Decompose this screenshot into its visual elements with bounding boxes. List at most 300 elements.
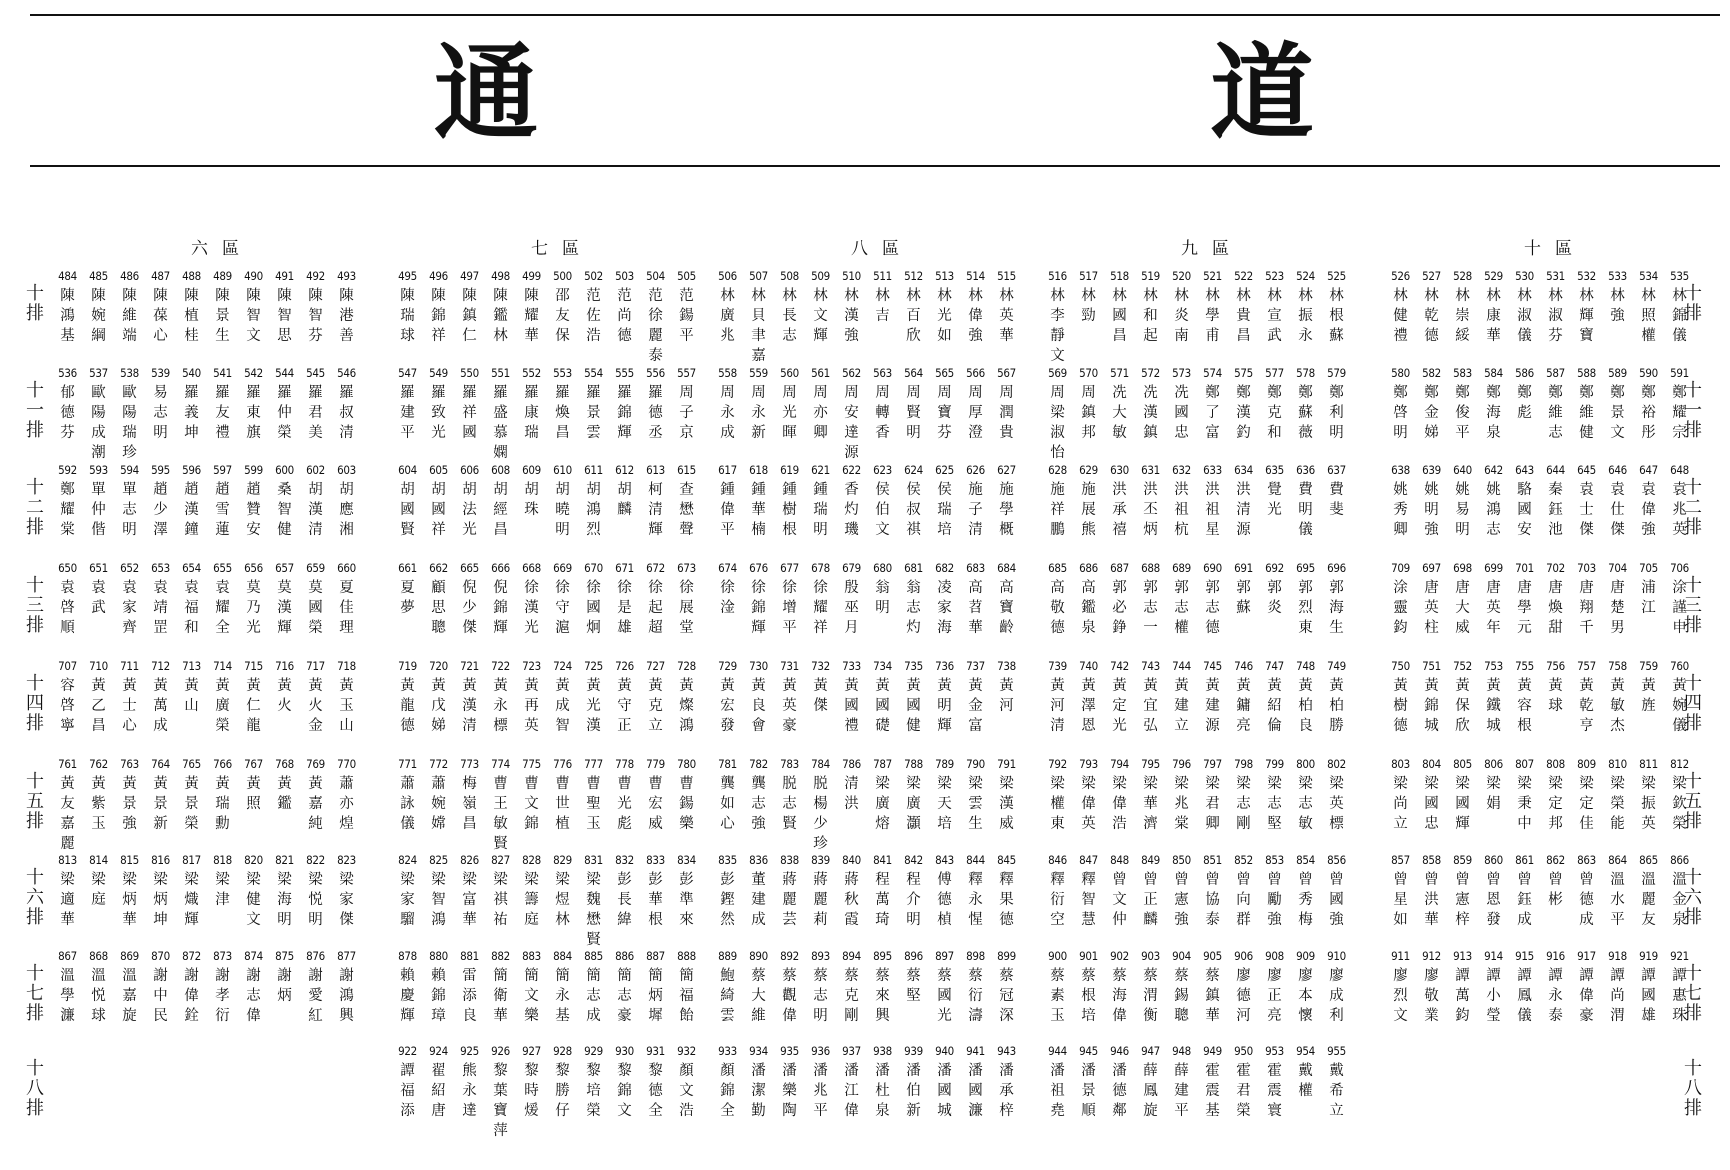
entry-number: 487	[151, 269, 170, 283]
name-entry	[52, 365, 83, 463]
name-entry	[1385, 948, 1416, 1026]
entry-number: 759	[1639, 659, 1658, 673]
entry-number: 687	[1110, 561, 1129, 575]
name-entry	[392, 1043, 423, 1141]
entry-number: 722	[491, 659, 510, 673]
entry-number: 930	[615, 1044, 634, 1058]
entry-name: 殷巫月	[844, 580, 859, 636]
entry-name: 林李靜文	[1050, 288, 1065, 364]
name-entry	[547, 560, 578, 638]
entry-name: 林振永	[1298, 288, 1313, 344]
entry-number: 674	[718, 561, 737, 575]
name-entry	[929, 462, 960, 540]
name-entry	[929, 852, 960, 930]
entry-number: 822	[306, 853, 325, 867]
entry-name: 秦鈺池	[1548, 482, 1563, 538]
entry-name: 黃明輝	[937, 678, 952, 734]
entry-name: 黎勝仔	[555, 1063, 570, 1119]
name-entry	[331, 268, 362, 346]
zone-row-block	[392, 268, 702, 366]
name-entry	[485, 658, 516, 736]
name-entry	[991, 658, 1022, 736]
name-entry	[1540, 268, 1571, 346]
entry-number: 508	[780, 269, 799, 283]
entry-number: 502	[584, 269, 603, 283]
name-entry	[743, 852, 774, 930]
entry-name: 梁尚立	[1393, 776, 1408, 832]
zone-row-block	[392, 756, 702, 854]
name-entry	[423, 756, 454, 854]
entry-number: 733	[842, 659, 861, 673]
entry-name: 周梁淑怡	[1050, 385, 1065, 461]
name-entry	[1447, 462, 1478, 540]
entry-name: 桑智健	[277, 482, 292, 538]
entry-number: 723	[522, 659, 541, 673]
entry-name: 袁士傑	[1579, 482, 1594, 538]
entry-name: 胡國賢	[400, 482, 415, 538]
entry-number: 631	[1141, 463, 1160, 477]
name-entry	[1571, 948, 1602, 1026]
entry-name: 黃錦城	[1424, 678, 1439, 734]
name-entry	[1073, 365, 1104, 463]
entry-number: 813	[58, 853, 77, 867]
name-entry	[836, 658, 867, 736]
name-entry	[671, 948, 702, 1026]
entry-number: 492	[306, 269, 325, 283]
name-entry	[238, 462, 269, 540]
name-entry	[1478, 462, 1509, 540]
entry-name: 倪錦輝	[493, 580, 508, 636]
entry-number: 807	[1515, 757, 1534, 771]
entry-number: 571	[1110, 366, 1129, 380]
entry-number: 530	[1515, 269, 1534, 283]
entry-number: 776	[553, 757, 572, 771]
entry-name: 趙漢鐘	[184, 482, 199, 538]
entry-name: 唐大威	[1455, 580, 1470, 636]
name-entry	[898, 268, 929, 366]
zone-row-block	[392, 852, 702, 950]
entry-number: 560	[780, 366, 799, 380]
entry-number: 794	[1110, 757, 1129, 771]
entry-name: 袁家齊	[122, 580, 137, 636]
name-entry	[1571, 462, 1602, 540]
entry-number: 551	[491, 366, 510, 380]
name-entry	[269, 948, 300, 1026]
entry-number: 748	[1296, 659, 1315, 673]
entry-name: 郭海生	[1329, 580, 1344, 636]
entry-number: 541	[213, 366, 232, 380]
entry-name: 單仲偕	[91, 482, 106, 538]
name-entry	[1509, 852, 1540, 930]
entry-number: 529	[1484, 269, 1503, 283]
entry-name: 梁兆棠	[1174, 776, 1189, 832]
entry-name: 洪祖星	[1205, 482, 1220, 538]
name-entry	[300, 560, 331, 638]
name-entry	[1633, 948, 1664, 1026]
name-entry	[1135, 560, 1166, 638]
entry-number: 718	[337, 659, 356, 673]
name-entry	[516, 560, 547, 638]
entry-name: 黃鐵城	[1486, 678, 1501, 734]
entry-name: 林輝寶	[1579, 288, 1594, 344]
name-entry	[454, 268, 485, 366]
entry-number: 690	[1203, 561, 1222, 575]
entry-number: 764	[151, 757, 170, 771]
name-entry	[991, 268, 1022, 366]
name-entry	[743, 658, 774, 736]
name-entry	[300, 852, 331, 930]
entry-number: 618	[749, 463, 768, 477]
entry-number: 699	[1484, 561, 1503, 575]
name-entry	[1228, 268, 1259, 366]
entry-number: 887	[646, 949, 665, 963]
entry-number: 815	[120, 853, 139, 867]
name-entry	[331, 756, 362, 854]
name-entry	[1197, 462, 1228, 540]
entry-name: 黃再英	[524, 678, 539, 734]
entry-name: 蔡志明	[813, 968, 828, 1024]
name-entry	[867, 268, 898, 366]
entry-number: 865	[1639, 853, 1658, 867]
entry-number: 738	[997, 659, 1016, 673]
entry-name: 黃國健	[906, 678, 921, 734]
name-entry	[547, 268, 578, 366]
name-entry	[300, 462, 331, 540]
entry-number: 721	[460, 659, 479, 673]
entry-name: 薛鳳旋	[1143, 1063, 1158, 1119]
entry-number: 563	[873, 366, 892, 380]
entry-number: 825	[429, 853, 448, 867]
name-entry	[1447, 268, 1478, 346]
name-entry	[1602, 268, 1633, 346]
name-entry	[712, 1043, 743, 1121]
name-entry	[145, 462, 176, 540]
name-entry	[774, 462, 805, 540]
entry-name: 黃宜弘	[1143, 678, 1158, 734]
entry-name: 冼大敏	[1112, 385, 1127, 441]
entry-number: 763	[120, 757, 139, 771]
entry-number: 817	[182, 853, 201, 867]
row-label-left: 十六排	[26, 867, 44, 928]
entry-number: 549	[429, 366, 448, 380]
entry-number: 735	[904, 659, 923, 673]
name-entry	[1416, 365, 1447, 443]
entry-number: 853	[1265, 853, 1284, 867]
entry-number: 792	[1048, 757, 1067, 771]
entry-name: 釋智慧	[1081, 872, 1096, 928]
name-entry	[547, 852, 578, 950]
entry-name: 蔡克剛	[844, 968, 859, 1024]
entry-name: 林國昌	[1112, 288, 1127, 344]
entry-name: 潘伯新	[906, 1063, 921, 1119]
name-entry	[1540, 560, 1571, 638]
entry-number: 783	[780, 757, 799, 771]
entry-number: 750	[1391, 659, 1410, 673]
entry-name: 清洪	[844, 776, 859, 812]
name-entry	[991, 948, 1022, 1026]
entry-name: 徐錦輝	[751, 580, 766, 636]
entry-number: 672	[646, 561, 665, 575]
entry-name: 梁智鴻	[431, 872, 446, 928]
entry-number: 528	[1453, 269, 1472, 283]
name-entry	[485, 462, 516, 540]
name-entry	[1166, 268, 1197, 366]
entry-number: 778	[615, 757, 634, 771]
entry-name: 梁天培	[937, 776, 952, 832]
entry-name: 陳維端	[122, 288, 137, 344]
entry-name: 曾鈺成	[1517, 872, 1532, 928]
entry-number: 860	[1484, 853, 1503, 867]
entry-number: 512	[904, 269, 923, 283]
entry-number: 532	[1577, 269, 1596, 283]
name-entry	[1042, 365, 1073, 463]
entry-name: 侯伯文	[875, 482, 890, 538]
name-entry	[176, 268, 207, 346]
name-entry	[991, 852, 1022, 930]
name-entry	[743, 462, 774, 540]
entry-number: 561	[811, 366, 830, 380]
entry-name: 譚福添	[400, 1063, 415, 1119]
entry-name: 梁偉浩	[1112, 776, 1127, 832]
entry-number: 583	[1453, 366, 1472, 380]
entry-number: 918	[1608, 949, 1627, 963]
entry-number: 803	[1391, 757, 1410, 771]
entry-name: 徐增平	[782, 580, 797, 636]
entry-name: 洪清源	[1236, 482, 1251, 538]
name-entry	[83, 462, 114, 540]
entry-name: 顏文浩	[679, 1063, 694, 1119]
name-entry	[176, 852, 207, 930]
entry-number: 832	[615, 853, 634, 867]
entry-number: 788	[904, 757, 923, 771]
entry-number: 770	[337, 757, 356, 771]
entry-number: 804	[1422, 757, 1441, 771]
entry-name: 高寶齡	[999, 580, 1014, 636]
entry-name: 簡志豪	[617, 968, 632, 1024]
entry-number: 786	[842, 757, 861, 771]
entry-name: 譚偉豪	[1579, 968, 1594, 1024]
name-entry	[1602, 948, 1633, 1026]
entry-name: 袁靖罡	[153, 580, 168, 636]
name-entry	[1073, 852, 1104, 930]
entry-number: 848	[1110, 853, 1129, 867]
row-label-right: 十六排	[1684, 867, 1702, 928]
entry-name: 徐漢光	[524, 580, 539, 636]
entry-name: 郁德芬	[60, 385, 75, 441]
entry-number: 713	[182, 659, 201, 673]
name-entry	[578, 268, 609, 366]
entry-name: 郭志德	[1205, 580, 1220, 636]
entry-number: 654	[182, 561, 201, 575]
entry-number: 847	[1079, 853, 1098, 867]
name-entry	[640, 462, 671, 540]
name-entry	[1385, 365, 1416, 443]
name-entry	[1073, 560, 1104, 638]
entry-number: 730	[749, 659, 768, 673]
name-entry	[1259, 365, 1290, 463]
name-entry	[836, 852, 867, 930]
entry-number: 644	[1546, 463, 1565, 477]
entry-name: 鮑綺雲	[720, 968, 735, 1024]
entry-number: 567	[997, 366, 1016, 380]
entry-number: 552	[522, 366, 541, 380]
entry-name: 羅友禮	[215, 385, 230, 441]
entry-name: 潘承梓	[999, 1063, 1014, 1119]
entry-name: 胡應湘	[339, 482, 354, 538]
entry-number: 582	[1422, 366, 1441, 380]
entry-name: 黃敏杰	[1610, 678, 1625, 734]
name-entry	[1478, 658, 1509, 736]
zone-row-block	[712, 560, 1022, 638]
entry-number: 868	[89, 949, 108, 963]
entry-name: 冼國忠	[1174, 385, 1189, 441]
entry-name: 黃傑	[813, 678, 828, 714]
name-entry	[960, 852, 991, 930]
zone-row-block	[52, 756, 362, 854]
entry-number: 846	[1048, 853, 1067, 867]
name-entry	[331, 560, 362, 638]
name-entry	[609, 462, 640, 540]
name-entry	[1259, 658, 1290, 736]
name-entry	[960, 365, 991, 463]
entry-name: 洪丕炳	[1143, 482, 1158, 538]
name-entry	[300, 365, 331, 463]
entry-number: 564	[904, 366, 923, 380]
entry-number: 590	[1639, 366, 1658, 380]
entry-number: 712	[151, 659, 170, 673]
zone-row-block	[1042, 756, 1352, 834]
entry-name: 蔡堅	[906, 968, 921, 1004]
entry-number: 926	[491, 1044, 510, 1058]
name-entry	[898, 462, 929, 540]
entry-number: 643	[1515, 463, 1534, 477]
name-entry	[145, 852, 176, 930]
entry-name: 譚尚渭	[1610, 968, 1625, 1024]
entry-name: 溫嘉旋	[122, 968, 137, 1024]
name-entry	[207, 658, 238, 736]
entry-number: 637	[1327, 463, 1346, 477]
entry-number: 908	[1265, 949, 1284, 963]
entry-name: 脱志賢	[782, 776, 797, 832]
entry-name: 徐起超	[648, 580, 663, 636]
entry-name: 黎葉寶萍	[493, 1063, 508, 1139]
entry-name: 黃金富	[968, 678, 983, 734]
name-entry	[671, 658, 702, 736]
entry-number: 889	[718, 949, 737, 963]
entry-name: 林宣武	[1267, 288, 1282, 344]
entry-name: 羅建平	[400, 385, 415, 441]
name-entry	[1416, 462, 1447, 540]
entry-number: 784	[811, 757, 830, 771]
name-entry	[454, 560, 485, 638]
entry-name: 袁仕傑	[1610, 482, 1625, 538]
name-entry	[1633, 462, 1664, 540]
entry-number: 691	[1234, 561, 1253, 575]
name-entry	[609, 268, 640, 366]
entry-name: 黎德全	[648, 1063, 663, 1119]
name-entry	[578, 756, 609, 854]
entry-number: 659	[306, 561, 325, 575]
entry-number: 513	[935, 269, 954, 283]
name-entry	[145, 756, 176, 854]
name-entry	[898, 1043, 929, 1121]
entry-name: 黃容根	[1517, 678, 1532, 734]
name-entry	[1042, 1043, 1073, 1121]
entry-name: 梁志堅	[1267, 776, 1282, 832]
entry-name: 梁榮能	[1610, 776, 1625, 832]
name-entry	[1540, 948, 1571, 1026]
entry-name: 溫水平	[1610, 872, 1625, 928]
row-label-right: 十排	[1684, 283, 1702, 324]
entry-number: 697	[1422, 561, 1441, 575]
entry-name: 梁志敏	[1298, 776, 1313, 832]
entry-number: 874	[244, 949, 263, 963]
name-entry	[1166, 948, 1197, 1026]
entry-name: 姚明強	[1424, 482, 1439, 538]
name-entry	[805, 658, 836, 736]
name-entry	[1602, 658, 1633, 736]
entry-number: 503	[615, 269, 634, 283]
entry-name: 歐陽瑞珍	[122, 385, 137, 461]
name-entry	[1197, 852, 1228, 930]
name-entry	[1166, 560, 1197, 638]
entry-number: 835	[718, 853, 737, 867]
entry-name: 梁適華	[60, 872, 75, 928]
entry-number: 500	[553, 269, 572, 283]
entry-number: 603	[337, 463, 356, 477]
name-entry	[1664, 560, 1695, 638]
name-entry	[1416, 756, 1447, 834]
name-entry	[176, 948, 207, 1026]
zone-row-block	[1042, 948, 1352, 1026]
zone-row-block	[712, 268, 1022, 366]
name-entry	[1447, 756, 1478, 834]
entry-number: 725	[584, 659, 603, 673]
entry-name: 廖敬業	[1424, 968, 1439, 1024]
entry-number: 657	[275, 561, 294, 575]
entry-number: 509	[811, 269, 830, 283]
entry-name: 蔡衍濤	[968, 968, 983, 1024]
name-entry	[640, 1043, 671, 1141]
name-entry	[1602, 560, 1633, 638]
zone-row-block	[1385, 560, 1695, 638]
entry-number: 862	[1546, 853, 1565, 867]
entry-name: 譚小瑩	[1486, 968, 1501, 1024]
name-entry	[578, 1043, 609, 1141]
entry-number: 760	[1670, 659, 1689, 673]
name-entry	[1509, 948, 1540, 1026]
entry-name: 潘國城	[937, 1063, 952, 1119]
name-entry	[1166, 462, 1197, 540]
entry-number: 943	[997, 1044, 1016, 1058]
entry-number: 824	[398, 853, 417, 867]
entry-number: 510	[842, 269, 861, 283]
entry-name: 鄭海泉	[1486, 385, 1501, 441]
zone-row-block	[52, 658, 362, 736]
entry-name: 冼漢鎮	[1143, 385, 1158, 441]
entry-name: 高鑑泉	[1081, 580, 1096, 636]
entry-number: 517	[1079, 269, 1098, 283]
entry-number: 584	[1484, 366, 1503, 380]
entry-number: 565	[935, 366, 954, 380]
entry-number: 575	[1234, 366, 1253, 380]
entry-number: 673	[677, 561, 696, 575]
entry-name: 黃建源	[1205, 678, 1220, 734]
entry-number: 489	[213, 269, 232, 283]
entry-name: 梁娟	[1486, 776, 1501, 812]
entry-name: 胡曉明	[555, 482, 570, 538]
name-entry	[960, 756, 991, 854]
